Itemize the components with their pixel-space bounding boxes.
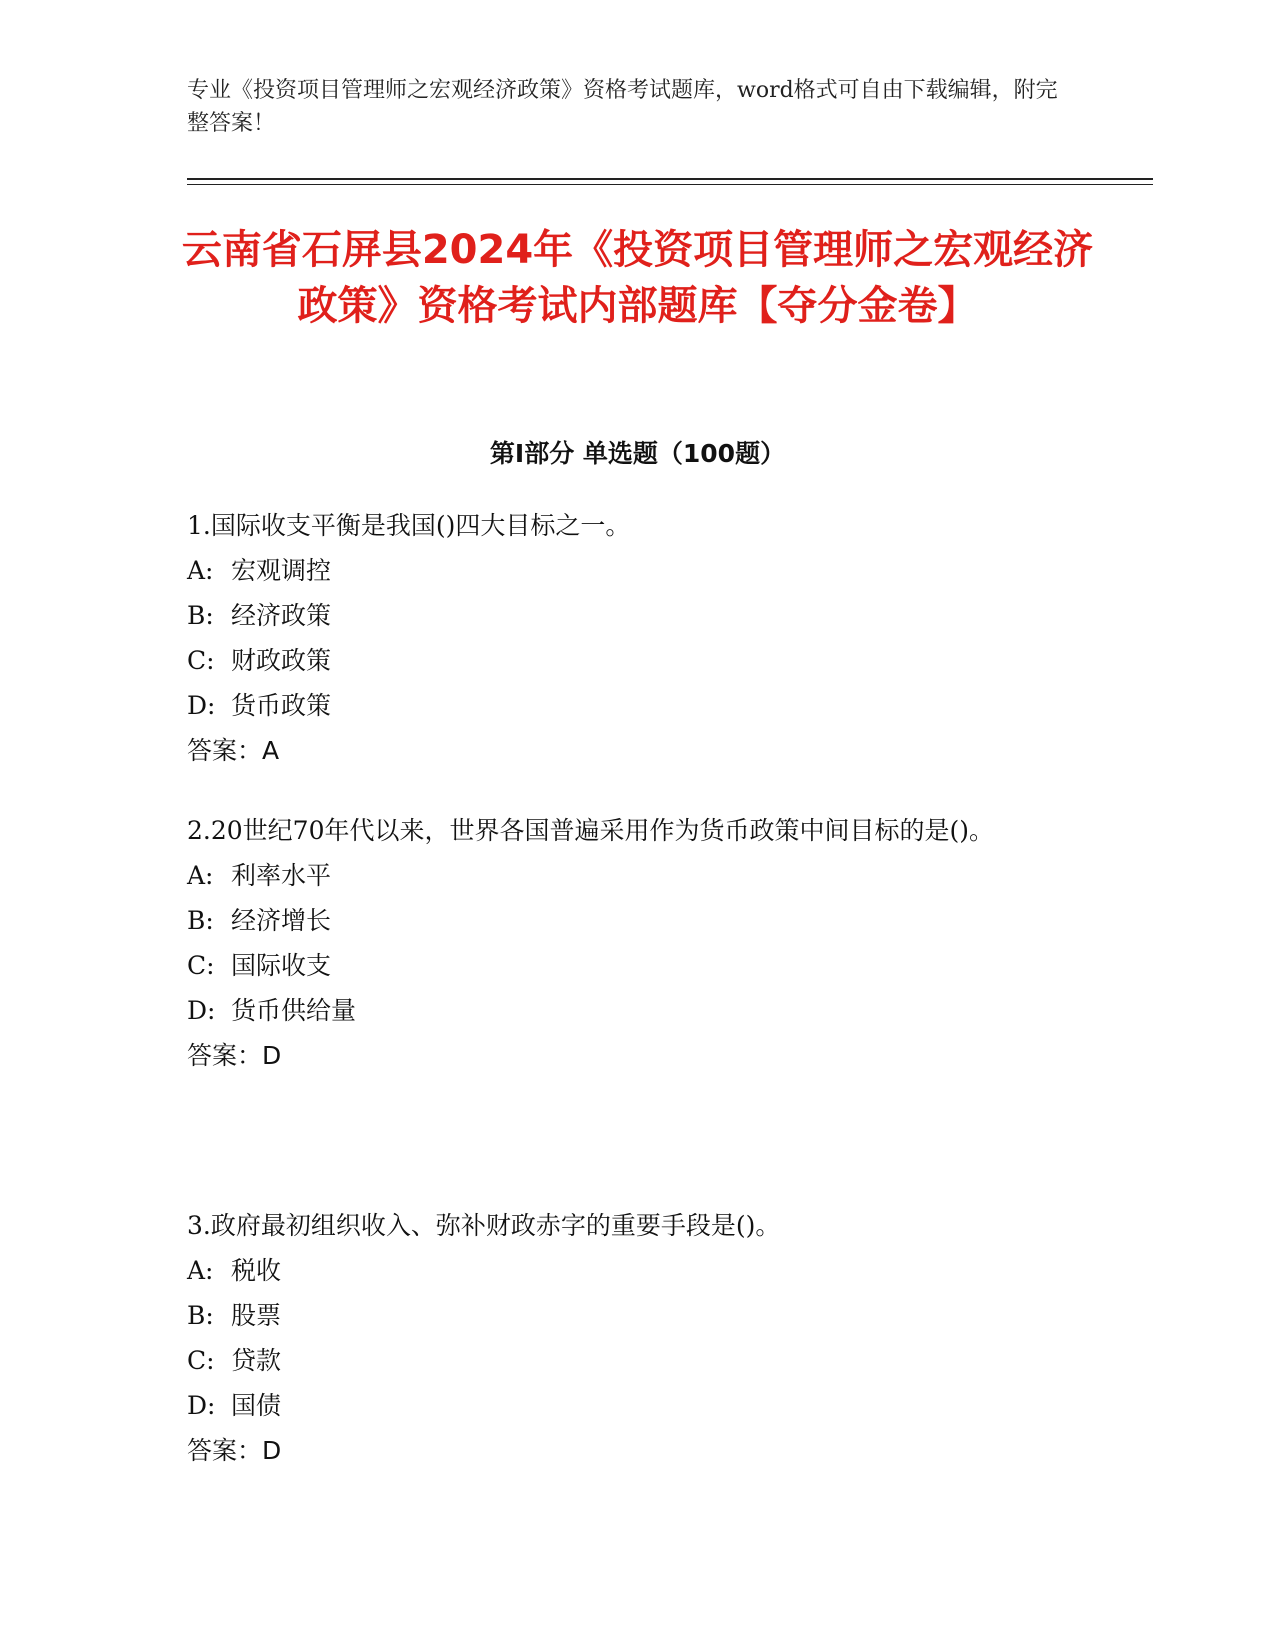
option-text: 宏观调控: [231, 556, 332, 585]
section-title: 第I部分 单选题（100题）: [489, 439, 786, 468]
option-text: 国债: [231, 1391, 282, 1420]
question-3: [187, 1203, 1087, 1473]
option-a: [187, 1248, 1087, 1293]
option-letter: C:: [187, 951, 215, 980]
option-text: 贷款: [231, 1346, 282, 1375]
option-letter: A:: [187, 556, 214, 585]
option-letter: B:: [187, 601, 214, 630]
option-text: 利率水平: [231, 861, 332, 890]
option-text: 财政政策: [231, 646, 332, 675]
option-letter: A:: [187, 861, 214, 890]
option-letter: B:: [187, 906, 214, 935]
option-d: [187, 988, 1087, 1033]
answer: 答案：A: [187, 736, 280, 765]
option-c: [187, 943, 1087, 988]
option-d: [187, 683, 1087, 728]
option-b: [187, 898, 1087, 943]
option-letter: C:: [187, 646, 215, 675]
question-1: [187, 503, 1087, 773]
option-b: [187, 593, 1087, 638]
option-letter: B:: [187, 1301, 214, 1330]
option-text: 国际收支: [231, 951, 332, 980]
header-divider-thick: [187, 178, 1153, 180]
answer: 答案：D: [187, 1041, 282, 1070]
option-text: 货币供给量: [231, 996, 357, 1025]
question-stem: 2.20世纪70年代以来，世界各国普遍采用作为货币政策中间目标的是()。: [187, 816, 994, 845]
option-text: 经济增长: [231, 906, 332, 935]
option-letter: A:: [187, 1256, 214, 1285]
question-stem: 3.政府最初组织收入、弥补财政赤字的重要手段是()。: [187, 1211, 781, 1240]
option-letter: C:: [187, 1346, 215, 1375]
option-text: 经济政策: [231, 601, 332, 630]
option-a: [187, 548, 1087, 593]
header-divider-thin: [187, 184, 1153, 185]
option-letter: D:: [187, 1391, 216, 1420]
option-a: [187, 853, 1087, 898]
option-letter: D:: [187, 691, 216, 720]
option-c: [187, 1338, 1087, 1383]
option-c: [187, 638, 1087, 683]
question-2: [187, 808, 1087, 1078]
header-note: 专业《投资项目管理师之宏观经济政策》资格考试题库，word格式可自由下载编辑，附完整答案！: [187, 78, 1058, 136]
answer: 答案：D: [187, 1436, 282, 1465]
option-d: [187, 1383, 1087, 1428]
document-title: 云南省石屏县2024年《投资项目管理师之宏观经济政策》资格考试内部题库【夺分金卷】: [181, 227, 1094, 329]
option-text: 股票: [231, 1301, 282, 1330]
option-text: 税收: [231, 1256, 282, 1285]
question-stem: 1.国际收支平衡是我国()四大目标之一。: [187, 511, 631, 540]
option-b: [187, 1293, 1087, 1338]
option-text: 货币政策: [231, 691, 332, 720]
option-letter: D:: [187, 996, 216, 1025]
